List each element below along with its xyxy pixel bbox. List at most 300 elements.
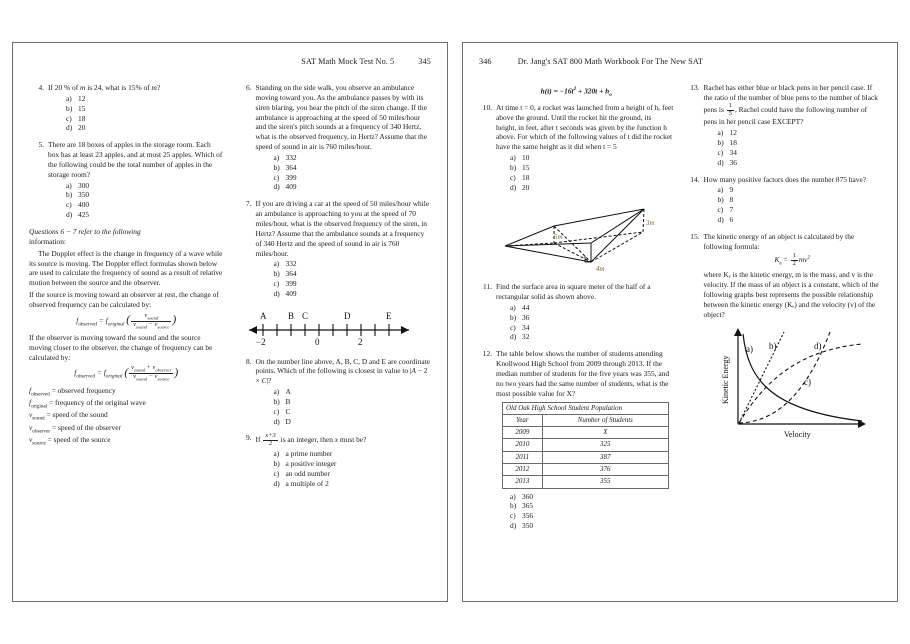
table-cell-students: 325 [542, 439, 668, 451]
f2-sub-observed: observed [76, 374, 96, 381]
table-row [503, 439, 669, 451]
choice-item[interactable] [66, 200, 224, 210]
question-7-stem: If you are driving a car at the speed of 50 miles/hour while an ambulance is approaching to you at the speed of 70 miles/hour, what is the observed frequency of the siren, in Hertz? Assume that the ambulance sounds at a frequency of 340 Hertz and the speed of sound in air is 760 miles/hour. [255, 199, 430, 258]
question-15-stem-b: where Kₑ is the kinetic energy, m is the mass, and v is the velocity. If the mass of an object is a constant, which of the following graphs best represents the possible relationship between the kinetic energy (Kₑ) and the velocity (v) of the object? [703, 270, 879, 319]
ke-frac-den: 2 [792, 260, 796, 268]
question-10-number: 10. [482, 102, 492, 112]
question-8 [237, 357, 432, 427]
number-line-point-A: A [259, 310, 266, 321]
choice-label: b) [273, 162, 280, 172]
choice-text: 20 [78, 123, 86, 133]
choice-item[interactable] [274, 182, 432, 192]
question-15-number: 15. [690, 231, 700, 241]
passage-lead [29, 227, 224, 247]
f1-den-sub2: source [157, 324, 170, 330]
rectangular-solid-figure [479, 199, 674, 280]
choice-item[interactable] [274, 407, 432, 417]
question-9-stem [256, 433, 432, 448]
q4-var-1: m [80, 83, 86, 92]
f2-paren-close: ) [174, 367, 179, 380]
question-5 [29, 140, 224, 220]
choice-text: 300 [78, 180, 90, 190]
q9-frac-num: x+3 [265, 432, 276, 440]
choice-label: b) [273, 269, 280, 279]
choice-item[interactable] [274, 259, 432, 269]
choice-text: 332 [285, 152, 297, 162]
choice-text: 364 [285, 162, 297, 172]
choice-label: d) [66, 123, 73, 133]
choice-label: b) [273, 396, 280, 406]
choice-item[interactable] [718, 205, 882, 215]
def-text: = frequency of the original wave [47, 397, 146, 407]
f2-den-sub2: source [157, 376, 170, 382]
choice-item[interactable] [510, 492, 674, 502]
number-line-point-B: B [287, 310, 294, 321]
f1-fraction [131, 313, 171, 330]
f1-sub-original: original [107, 321, 125, 328]
number-line-svg [237, 306, 422, 348]
question-11-number: 11. [483, 282, 492, 292]
curve-label-c: c) [804, 377, 812, 388]
choice-item[interactable] [718, 215, 882, 225]
choice-item[interactable] [718, 158, 882, 168]
definition-row [29, 410, 224, 422]
choice-label: d) [273, 478, 280, 488]
hf-rhs: + 320t + h [576, 86, 610, 96]
choice-text: 350 [78, 190, 90, 200]
student-population-table [502, 402, 669, 489]
f2-num-sub2: observer [155, 367, 172, 373]
choice-text: 356 [522, 511, 534, 521]
choice-item[interactable] [718, 195, 882, 205]
question-11-choices [496, 303, 674, 342]
question-9-number: 9. [245, 433, 252, 443]
ke-frac-num: 1 [792, 252, 796, 260]
choice-item[interactable] [274, 397, 432, 407]
question-6-stem: Standing on the side walk, you observe an ambulance moving toward you. As the ambulance passes by with its siren blaring, you hear the pitch of the siren change. If the ambulance is approaching at the speed of 50 miles/hour and the siren's pitch sounds at a frequency of 340 Hertz, what is the observed frequency, in Hertz? Assume that the speed of sound in air is 760 miles/hour. [255, 83, 428, 152]
choice-label: d) [510, 332, 517, 342]
choice-item[interactable] [510, 521, 674, 531]
choice-text: 425 [78, 210, 90, 220]
choice-text: 12 [78, 93, 86, 103]
choice-text: a prime number [285, 449, 333, 459]
choice-label: d) [717, 214, 724, 224]
choice-label: d) [273, 288, 280, 298]
def-text: = speed of the source [45, 435, 111, 444]
q9-fraction [263, 433, 278, 448]
f2-num-sub: sound [134, 367, 145, 373]
f2-num-v: v [131, 364, 135, 372]
choice-label: b) [273, 458, 280, 468]
hf-lhs: h(t) = −16t [540, 86, 574, 96]
choice-label: c) [717, 205, 724, 215]
table-cell-year: 2009 [503, 427, 543, 439]
choice-label: d) [273, 416, 280, 426]
choice-label: b) [510, 501, 517, 511]
ke-graph-ylabel: Kinetic Energy [721, 355, 731, 405]
prism-label-top: 5m [554, 233, 563, 242]
kinetic-energy-graph [704, 322, 882, 445]
choice-text: 10 [522, 153, 530, 163]
choice-item[interactable] [274, 153, 432, 163]
table-cell-year: 2011 [503, 451, 543, 463]
choice-text: 364 [285, 269, 297, 279]
choice-text: C [285, 406, 291, 416]
choice-item[interactable] [510, 332, 674, 342]
doppler-formula-1 [29, 313, 224, 330]
question-7 [237, 199, 432, 298]
q13-ratio-fraction [727, 103, 734, 118]
f1-den-minus: − v [146, 320, 158, 328]
right-page-columns [479, 83, 881, 538]
passage-paragraph-1: The Doppler effect is the change in frequency of a wave while its source is moving. The Doppler effect formulas shown below are used to calculate the frequency of sound as a result of relative motion between the source and the observer. [29, 248, 223, 288]
choice-item[interactable] [510, 323, 674, 333]
choice-item[interactable] [66, 123, 224, 133]
choice-item[interactable] [718, 128, 882, 138]
left-page-column-2 [237, 83, 432, 496]
choice-text: 7 [729, 205, 734, 215]
choice-label: d) [273, 182, 280, 192]
choice-item[interactable] [274, 479, 432, 489]
ke-mv: mv [798, 255, 808, 265]
choice-label: a) [273, 259, 280, 269]
choice-item[interactable] [718, 185, 882, 195]
def-symbol: v [29, 435, 33, 444]
right-page-header [479, 57, 881, 83]
table-cell-students: 376 [542, 464, 668, 476]
choice-label: c) [273, 406, 280, 416]
question-8-choices [256, 387, 432, 426]
choice-item[interactable] [510, 501, 674, 511]
f1-paren-open: ( [126, 314, 131, 327]
choice-label: c) [717, 147, 724, 157]
choice-label: b) [66, 103, 73, 113]
choice-text: 44 [522, 302, 530, 312]
question-7-choices [256, 259, 432, 298]
table-caption-row [503, 402, 669, 414]
left-page [12, 42, 448, 602]
choice-label: a) [273, 387, 280, 397]
f2-fraction [129, 365, 173, 382]
choice-item[interactable] [274, 449, 432, 459]
choice-text: 9 [729, 185, 734, 195]
q13-frac-num: 1 [728, 101, 732, 109]
left-header-title: SAT Math Mock Test No. 5 [301, 57, 395, 66]
f1-paren-close: ) [172, 314, 177, 327]
left-header-page-number: 345 [418, 57, 431, 66]
choice-label: b) [510, 162, 517, 172]
choice-item[interactable] [510, 163, 674, 173]
f2-den-sub: sound [136, 376, 147, 382]
ke-graph-svg [712, 322, 872, 442]
choice-text: 18 [729, 138, 737, 148]
doppler-passage [29, 227, 224, 447]
ke-graph-xlabel: Velocity [784, 430, 811, 440]
def-subscript: source [32, 440, 46, 447]
question-9 [237, 433, 432, 488]
curve-label-d: d) [814, 341, 822, 352]
choice-label: c) [273, 468, 280, 478]
def-subscript: observer [32, 428, 51, 435]
def-subscript: observed [31, 391, 50, 398]
table-cell-students: 387 [542, 451, 668, 463]
prism-label-right: 3m [646, 219, 655, 228]
number-line-tick-0: 0 [314, 336, 319, 347]
q8-var-C: C [261, 376, 267, 386]
q4-var-2: m [151, 83, 157, 92]
choice-text: 409 [285, 288, 297, 298]
q9-frac-den: 2 [268, 440, 273, 448]
def-text: = observed frequency [49, 385, 116, 395]
choice-label: a) [510, 491, 516, 501]
question-11 [479, 282, 674, 342]
question-5-choices [48, 181, 224, 220]
question-12 [479, 349, 674, 531]
def-symbol: f [29, 385, 32, 395]
table-cell-students: X [542, 427, 668, 439]
choice-item[interactable] [510, 313, 674, 323]
left-page-columns [29, 83, 431, 496]
question-13-number: 13. [690, 83, 700, 92]
table-caption: Old Oak High School Student Population [503, 402, 669, 414]
table-row [503, 451, 669, 463]
table-cell-students: 355 [542, 476, 668, 488]
question-13 [687, 83, 882, 168]
right-page-column-2 [687, 83, 882, 538]
choice-text: 20 [522, 182, 530, 192]
q8-var-A: A [411, 366, 416, 376]
choice-label: a) [273, 152, 280, 162]
f2-sub-original: original [105, 374, 123, 381]
right-page [462, 42, 898, 602]
right-page-column-1 [479, 83, 674, 538]
hf-exponent: 2 [573, 86, 577, 92]
definition-row [29, 423, 224, 435]
choice-label: c) [510, 511, 516, 521]
choice-label: c) [66, 113, 72, 123]
choice-label: b) [717, 195, 724, 205]
choice-text: B [285, 396, 291, 406]
choice-item[interactable] [274, 459, 432, 469]
def-text: = speed of the sound [44, 410, 108, 420]
choice-text: D [285, 416, 291, 426]
choice-item[interactable] [718, 148, 882, 158]
choice-text: 34 [729, 147, 737, 157]
question-12-number: 12. [482, 349, 492, 359]
choice-item[interactable] [718, 138, 882, 148]
choice-text: 409 [285, 182, 297, 192]
choice-text: A [285, 387, 291, 397]
question-8-stem [256, 357, 432, 387]
q8-stem-mid: − 2 × [255, 366, 428, 386]
choice-item[interactable] [274, 289, 432, 299]
q13-stem-b: , Rachel could have the following number of pens in her pencil case EXCEPT? [703, 104, 868, 127]
question-10-stem: At time t = 0, a rocket was launched from a height of hₒ feet above the ground. Until the rocket hit the ground, its height, in feet, after t seconds was given by the function h above. For which of the following values of t did the rocket have the same height as it did when t = 5 [496, 102, 674, 152]
choice-label: a) [66, 93, 72, 103]
question-6 [237, 83, 432, 192]
left-page-column-1 [29, 83, 224, 496]
q4-stem-a: If 20 % of [48, 83, 81, 92]
choice-text: 18 [78, 113, 86, 123]
number-line-tick-neg2: −2 [255, 336, 266, 347]
q9-stem-c: must be? [338, 435, 367, 445]
def-text: = speed of the observer [50, 422, 121, 432]
ke-equals: = [781, 255, 790, 265]
q4-stem-c: ? [156, 83, 161, 92]
choice-item[interactable] [274, 279, 432, 289]
choice-item[interactable] [66, 114, 224, 124]
table-cell-year: 2010 [503, 439, 543, 451]
choice-text: an odd number [285, 468, 330, 478]
choice-item[interactable] [66, 210, 224, 220]
passage-lead-italic: Questions 6 − 7 refer to the following [29, 226, 141, 236]
choice-item[interactable] [66, 181, 224, 191]
f2-den-v: v [133, 373, 136, 381]
choice-label: a) [66, 180, 72, 190]
right-header-page-number: 346 [479, 57, 492, 66]
ke-exponent: 2 [807, 254, 811, 261]
q8-stem-b: |? [266, 376, 272, 386]
choice-item[interactable] [66, 94, 224, 104]
doppler-definitions [29, 386, 224, 448]
choice-label: a) [510, 153, 516, 163]
choice-item[interactable] [510, 183, 674, 193]
question-13-choices [704, 128, 882, 167]
table-column-header: Year [503, 414, 543, 426]
def-symbol: v [29, 410, 33, 420]
choice-item[interactable] [510, 173, 674, 183]
q13-frac-den: 5 [728, 109, 732, 117]
q4-stem-b: is 24, what is 15% of [85, 83, 152, 92]
question-4-stem [48, 83, 224, 93]
choice-text: 360 [522, 491, 534, 501]
passage-lead-rest: information: [29, 236, 66, 246]
choice-item[interactable] [274, 269, 432, 279]
choice-text: 332 [285, 259, 297, 269]
ke-half-fraction [791, 253, 798, 268]
choice-item[interactable] [274, 173, 432, 183]
q13-stem-a: Rachel has either blue or black pens in her pencil case. If the ratio of the number of blue pens to the number of black pens is [703, 83, 878, 114]
question-10 [479, 103, 674, 193]
choice-text: 15 [78, 103, 86, 113]
def-symbol: v [29, 422, 33, 432]
choice-text: 399 [285, 172, 297, 182]
choice-label: a) [273, 449, 280, 459]
kinetic-energy-formula [704, 253, 882, 268]
question-4 [29, 83, 224, 133]
choice-text: 36 [729, 157, 737, 167]
choice-label: c) [510, 322, 516, 332]
choice-label: d) [510, 182, 517, 192]
choice-label: c) [273, 279, 280, 289]
question-11-stem: Find the surface area in square meter of the half of a rectangular solid as shown above. [496, 282, 651, 302]
definition-row [29, 435, 224, 447]
question-15 [687, 232, 882, 445]
choice-text: 32 [522, 332, 530, 342]
choice-label: c) [273, 172, 280, 182]
question-10-choices [496, 153, 674, 192]
f2-eq: = f [95, 368, 106, 378]
f1-f: f [76, 315, 79, 325]
table-column-header: Number of Students [542, 414, 668, 426]
choice-label: a) [717, 185, 724, 195]
number-line-figure [237, 306, 432, 351]
height-function-formula [479, 86, 674, 99]
choice-text: a positive integer [285, 458, 337, 468]
number-line-point-E: E [385, 310, 391, 321]
choice-label: b) [66, 190, 73, 200]
choice-label: b) [717, 138, 724, 148]
number-line-tick-2: 2 [357, 336, 362, 347]
q9-var-x: x [334, 435, 339, 445]
choice-item[interactable] [274, 469, 432, 479]
ke-K: K [774, 255, 780, 265]
choice-text: 399 [285, 279, 297, 289]
choice-label: a) [717, 128, 724, 138]
choice-text: 8 [729, 195, 734, 205]
right-header-title: Dr. Jang's SAT 800 Math Workbook For The New SAT [517, 57, 704, 66]
table-header-row [503, 414, 669, 426]
doppler-formula-2 [29, 365, 224, 382]
def-subscript: original [31, 403, 48, 410]
f2-num-plus: + v [144, 364, 156, 372]
f1-den-v: v [133, 320, 137, 328]
question-6-choices [256, 153, 432, 192]
question-4-choices [48, 94, 224, 133]
curve-d [739, 344, 862, 423]
prism-label-bottom: 4m [596, 265, 605, 274]
definition-row [29, 386, 224, 398]
question-9-choices [256, 449, 432, 488]
choice-text: a multiple of 2 [285, 478, 329, 488]
choice-item[interactable] [510, 153, 674, 163]
definition-row [29, 398, 224, 410]
f1-num-v: v [144, 311, 148, 319]
choice-item[interactable] [274, 417, 432, 427]
question-14-number: 14. [690, 174, 700, 184]
choice-label: d) [510, 521, 517, 531]
f1-num-sub: sound [147, 315, 159, 321]
choice-text: 15 [522, 162, 530, 172]
q9-stem-a: If [255, 435, 263, 445]
number-line-point-C: C [301, 310, 308, 321]
choice-item[interactable] [274, 387, 432, 397]
question-15-stem-a: The kinetic energy of an object is calculated by the following formula: [703, 231, 855, 251]
passage-paragraph-2: If the source is moving toward an observer at rest, the change of observed frequency can be calculated by: [29, 290, 219, 309]
q8-stem-a: On the number line above, A, B, C, D and E are coordinate points. Which of the following is closest in value to | [255, 356, 430, 376]
choice-item[interactable] [66, 190, 224, 200]
choice-item[interactable] [510, 511, 674, 521]
choice-text: 365 [522, 501, 534, 511]
f1-den-sub: sound [136, 324, 147, 330]
choice-text: 36 [522, 312, 530, 322]
prism-diagram-svg [491, 199, 661, 277]
choice-label: b) [510, 312, 517, 322]
choice-label: a) [510, 302, 516, 312]
question-12-stem: The table below shows the number of students attending Knollwood High School from 2009 through 2013. If the median number of students for the five years was 355, and no two years had the same number of students, what is the most possible value for X? [496, 349, 670, 398]
choice-item[interactable] [510, 303, 674, 313]
question-8-number: 8. [245, 356, 252, 366]
choice-label: c) [66, 200, 72, 210]
f2-paren-open: ( [124, 367, 129, 380]
ke-subscript: e [779, 260, 782, 267]
question-7-number: 7. [245, 199, 252, 209]
choice-item[interactable] [66, 104, 224, 114]
choice-item[interactable] [274, 163, 432, 173]
f1-eq: = f [97, 315, 108, 325]
hf-subscript: o [609, 91, 612, 98]
table-row [503, 464, 669, 476]
